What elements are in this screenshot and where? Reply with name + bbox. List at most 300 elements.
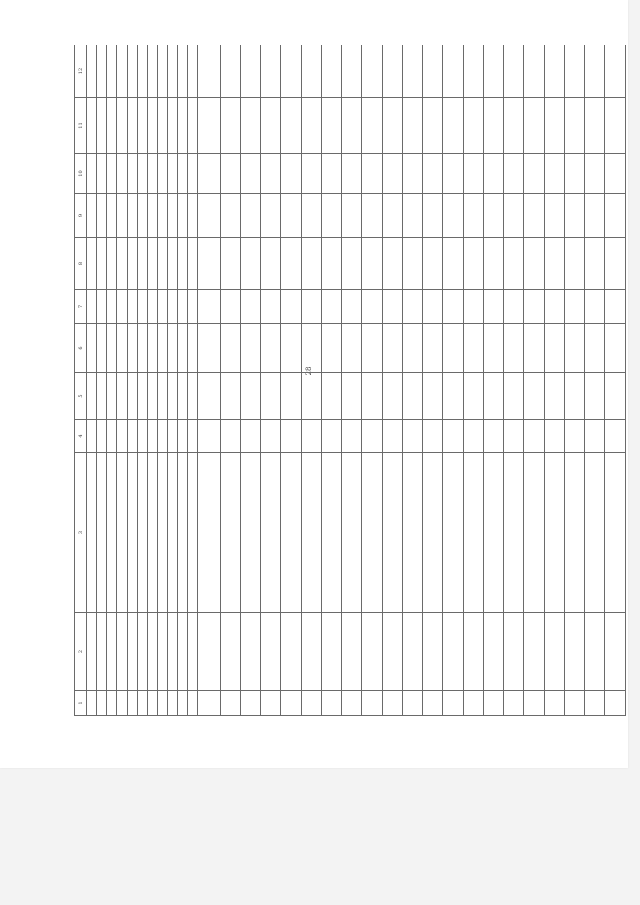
table-cell [585,453,605,613]
table-cell [382,691,402,716]
table-row [544,45,564,716]
column-number: 6 [75,324,87,373]
table-cell [188,45,198,98]
table-cell [362,453,382,613]
table-cell [362,194,382,238]
table-cell [524,290,544,324]
table-cell [97,290,107,324]
table-cell [198,290,220,324]
table-cell [463,613,483,691]
table-cell [605,98,626,154]
table-cell [342,45,362,98]
table-cell [147,290,157,324]
table-row [188,45,198,716]
table-cell [240,420,260,453]
table-cell [127,613,137,691]
table-cell [443,691,463,716]
table-cell [281,613,301,691]
table-cell [168,45,178,98]
table-cell [178,453,188,613]
table-cell [504,373,524,420]
table-cell [127,238,137,290]
table-cell [483,238,503,290]
table-cell [87,194,97,238]
table-cell [342,691,362,716]
rotated-table-frame [74,45,626,716]
table-cell [423,373,443,420]
table-cell [342,238,362,290]
table-cell [157,453,167,613]
table-cell [188,290,198,324]
table-cell [281,45,301,98]
table-cell [107,324,117,373]
table-cell [281,420,301,453]
table-cell [97,373,107,420]
table-cell [261,324,281,373]
table-cell [168,154,178,194]
table-cell [605,238,626,290]
table-row [605,45,626,716]
page-number: 28 [305,366,313,376]
table-body [87,45,626,716]
column-number: 8 [75,238,87,290]
table-cell [463,98,483,154]
table-cell [107,453,117,613]
table-cell [362,324,382,373]
table-cell [220,290,240,324]
table-cell [198,98,220,154]
table-row [281,45,301,716]
table-cell [117,691,127,716]
table-cell [423,453,443,613]
table-cell [382,45,402,98]
table-cell [402,453,422,613]
table-cell [107,238,117,290]
table-cell [524,613,544,691]
table-cell [261,691,281,716]
table-cell [443,238,463,290]
table-cell [342,324,362,373]
table-cell [281,453,301,613]
table-cell [97,238,107,290]
table-cell [261,373,281,420]
table-row [220,45,240,716]
table-cell [301,45,321,98]
column-number: 11 [75,98,87,154]
table-cell [483,453,503,613]
table-cell [564,290,584,324]
table-cell [117,290,127,324]
table-cell [585,373,605,420]
table-cell [240,45,260,98]
table-cell [504,420,524,453]
table-cell [240,154,260,194]
table-cell [301,290,321,324]
table-cell [564,613,584,691]
table-cell [585,194,605,238]
table-cell [261,194,281,238]
table-cell [188,453,198,613]
table-cell [423,420,443,453]
table-cell [301,373,321,420]
table-cell [382,373,402,420]
table-cell [87,691,97,716]
table-cell [178,194,188,238]
table-cell [301,154,321,194]
table-cell [168,290,178,324]
table-cell [402,420,422,453]
table-cell [402,98,422,154]
table-cell [544,324,564,373]
table-cell [402,154,422,194]
table-cell [382,238,402,290]
table-cell [564,324,584,373]
table-cell [220,453,240,613]
table-cell [483,194,503,238]
table-cell [178,691,188,716]
table-cell [605,613,626,691]
table-cell [117,238,127,290]
table-cell [585,420,605,453]
table-cell [483,613,503,691]
table-cell [321,453,341,613]
table-cell [564,453,584,613]
table-cell [117,194,127,238]
table-cell [97,324,107,373]
table-cell [147,691,157,716]
table-cell [137,324,147,373]
column-number: 10 [75,154,87,194]
table-cell [281,691,301,716]
table-cell [117,613,127,691]
table-cell [382,98,402,154]
table-cell [605,194,626,238]
table-cell [564,154,584,194]
table-cell [261,45,281,98]
table-cell [107,290,117,324]
table-cell [585,691,605,716]
table-cell [240,691,260,716]
table-cell [147,420,157,453]
table-cell [281,238,301,290]
table-row [585,45,605,716]
table-row [97,45,107,716]
table-cell [544,98,564,154]
table-cell [504,238,524,290]
table-cell [87,98,97,154]
table-cell [117,154,127,194]
table-cell [97,420,107,453]
table-cell [605,453,626,613]
table-cell [168,373,178,420]
table-cell [127,324,137,373]
table-cell [382,290,402,324]
table-cell [564,98,584,154]
table-cell [342,194,362,238]
table-row [402,45,422,716]
table-cell [261,453,281,613]
table-cell [178,238,188,290]
housing-register-table [74,45,626,716]
table-cell [342,613,362,691]
table-cell [157,194,167,238]
table-cell [564,691,584,716]
table-cell [87,613,97,691]
table-cell [157,98,167,154]
table-cell [188,420,198,453]
table-row [240,45,260,716]
table-cell [198,691,220,716]
table-cell [281,373,301,420]
table-cell [544,45,564,98]
table-cell [504,194,524,238]
table-cell [524,691,544,716]
table-row [382,45,402,716]
table-row [342,45,362,716]
table-cell [117,45,127,98]
table-cell [402,290,422,324]
table-cell [463,324,483,373]
table-cell [87,373,97,420]
table-row [157,45,167,716]
table-cell [157,290,167,324]
column-number: 5 [75,373,87,420]
column-number: 3 [75,453,87,613]
table-row [137,45,147,716]
table-cell [220,420,240,453]
table-cell [127,45,137,98]
table-cell [402,691,422,716]
table-cell [97,98,107,154]
column-number: 4 [75,420,87,453]
table-cell [301,194,321,238]
table-cell [168,691,178,716]
table-cell [605,420,626,453]
table-cell [97,154,107,194]
table-cell [382,194,402,238]
table-cell [483,691,503,716]
table-cell [97,691,107,716]
table-cell [127,691,137,716]
table-cell [147,154,157,194]
table-cell [342,290,362,324]
table-cell [585,290,605,324]
table-cell [168,420,178,453]
table-cell [137,290,147,324]
table-cell [524,98,544,154]
table-cell [261,613,281,691]
table-cell [240,324,260,373]
table-cell [544,194,564,238]
table-cell [281,98,301,154]
table-cell [321,373,341,420]
table-cell [220,373,240,420]
table-row [107,45,117,716]
table-row [463,45,483,716]
table-cell [198,373,220,420]
table-cell [423,238,443,290]
table-cell [168,98,178,154]
table-cell [107,154,117,194]
table-cell [97,613,107,691]
table-cell [137,98,147,154]
column-number: 1 [75,691,87,716]
table-cell [178,154,188,194]
table-cell [198,154,220,194]
table-cell [97,45,107,98]
table-cell [87,324,97,373]
table-cell [524,154,544,194]
column-number: 7 [75,290,87,324]
table-cell [443,290,463,324]
table-cell [137,613,147,691]
table-cell [261,290,281,324]
table-cell [402,194,422,238]
table-cell [157,154,167,194]
table-cell [544,453,564,613]
table-cell [188,324,198,373]
table-cell [281,290,301,324]
table-cell [137,238,147,290]
table-cell [585,324,605,373]
table-cell [301,691,321,716]
table-cell [127,420,137,453]
table-row [127,45,137,716]
table-cell [504,154,524,194]
table-cell [178,290,188,324]
table-cell [544,238,564,290]
table-cell [97,453,107,613]
table-cell [463,691,483,716]
column-number-row [75,45,87,716]
table-cell [544,613,564,691]
table-cell [382,154,402,194]
table-cell [483,98,503,154]
table-cell [240,290,260,324]
table-cell [321,691,341,716]
table-cell [137,453,147,613]
table-cell [168,194,178,238]
table-cell [423,691,443,716]
table-cell [87,420,97,453]
table-row [117,45,127,716]
table-cell [157,373,167,420]
table-cell [463,420,483,453]
table-cell [605,290,626,324]
table-cell [198,238,220,290]
table-cell [168,613,178,691]
table-cell [188,691,198,716]
table-row [168,45,178,716]
table-cell [137,373,147,420]
table-cell [362,290,382,324]
table-cell [198,45,220,98]
table-cell [147,324,157,373]
table-cell [504,613,524,691]
table-cell [564,194,584,238]
table-cell [402,45,422,98]
table-cell [605,373,626,420]
table-cell [188,373,198,420]
table-row [198,45,220,716]
table-cell [281,154,301,194]
table-row [87,45,97,716]
table-cell [321,290,341,324]
table-cell [382,453,402,613]
table-cell [198,194,220,238]
table-cell [362,613,382,691]
table-row [423,45,443,716]
table-cell [281,194,301,238]
table-cell [188,194,198,238]
table-cell [220,324,240,373]
table-cell [585,45,605,98]
table-cell [261,420,281,453]
table-cell [117,98,127,154]
table-cell [168,324,178,373]
table-cell [127,373,137,420]
table-cell [107,373,117,420]
table-cell [301,420,321,453]
table-cell [137,194,147,238]
table-cell [188,98,198,154]
table-row [178,45,188,716]
table-cell [198,613,220,691]
table-cell [585,98,605,154]
table-cell [107,45,117,98]
table-cell [524,194,544,238]
table-cell [544,290,564,324]
table-cell [157,420,167,453]
table-cell [87,238,97,290]
table-cell [220,45,240,98]
table-cell [301,98,321,154]
table-cell [137,154,147,194]
table-cell [362,238,382,290]
table-cell [342,453,362,613]
table-cell [240,238,260,290]
table-cell [463,373,483,420]
table-cell [321,154,341,194]
table-cell [463,154,483,194]
table-cell [107,691,117,716]
table-cell [87,45,97,98]
table-cell [220,691,240,716]
table-cell [443,420,463,453]
table-cell [524,420,544,453]
table-cell [423,324,443,373]
table-row [504,45,524,716]
table-cell [321,98,341,154]
table-cell [198,453,220,613]
table-cell [342,373,362,420]
table-cell [321,324,341,373]
table-cell [423,154,443,194]
table-cell [423,45,443,98]
table-cell [463,194,483,238]
table-cell [321,238,341,290]
column-number: 9 [75,194,87,238]
table-cell [137,420,147,453]
table-cell [564,238,584,290]
table-cell [157,324,167,373]
table-cell [585,154,605,194]
table-cell [524,45,544,98]
table-cell [423,98,443,154]
table-cell [362,98,382,154]
table-cell [605,154,626,194]
table-cell [443,45,463,98]
